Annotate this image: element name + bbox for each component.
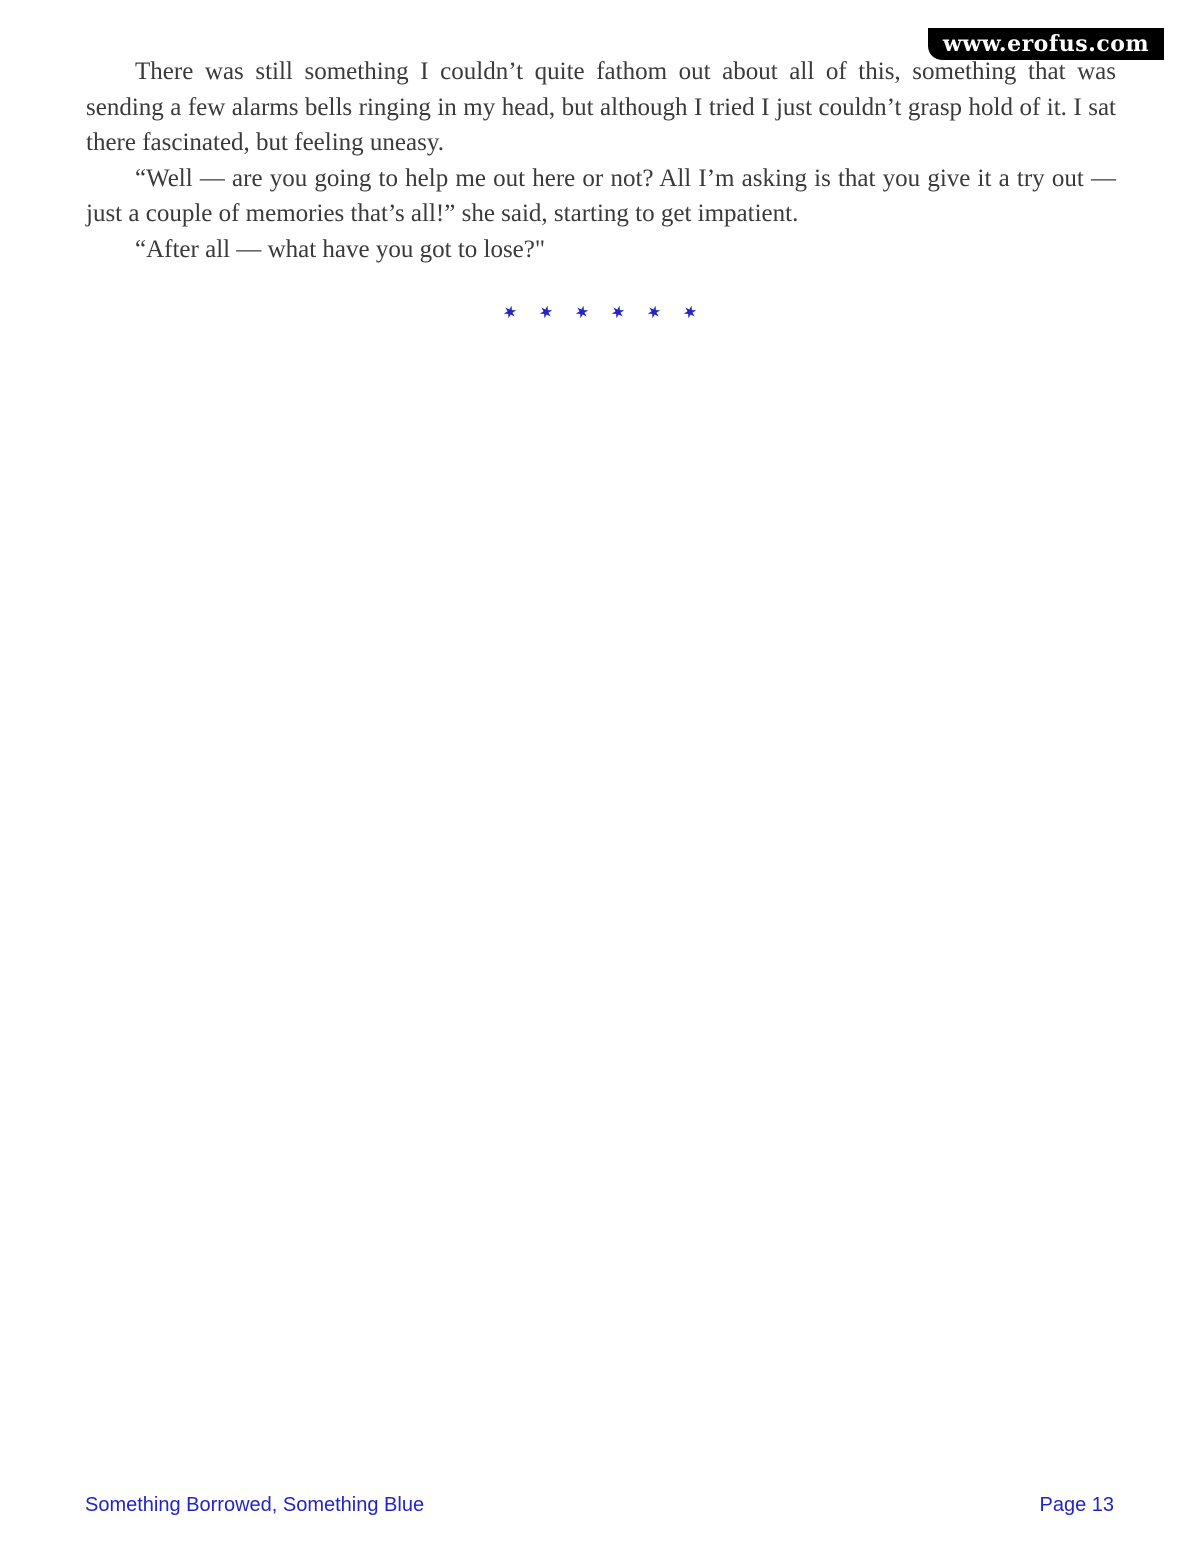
paragraph: “After all — what have you got to lose?" <box>135 235 546 263</box>
star-icon <box>576 306 589 319</box>
section-separator <box>494 298 714 328</box>
story-text <box>86 54 1116 267</box>
star-icon <box>504 306 517 319</box>
star-icon <box>540 306 553 319</box>
star-icon <box>648 306 661 319</box>
star-icon <box>612 306 625 319</box>
footer-book-title: Something Borrowed, Something Blue <box>85 1494 425 1516</box>
paragraph: “Well — are you going to help me out here or not? All I’m asking is that you give it a try out — just a couple of memories that’s all!” she said, starting to get impatient. <box>86 164 1116 227</box>
footer-page-number: Page 13 <box>1039 1494 1114 1516</box>
watermark-logo: www.erofus.com <box>928 28 1164 60</box>
paragraph: There was still something I couldn’t quite fathom out about all of this, something that was sending a few alarms bells ringing in my head, but although I tried I just couldn’t grasp hold of it. I sat there fascinated, but feeling uneasy. <box>86 58 1116 156</box>
star-icon <box>684 306 697 319</box>
